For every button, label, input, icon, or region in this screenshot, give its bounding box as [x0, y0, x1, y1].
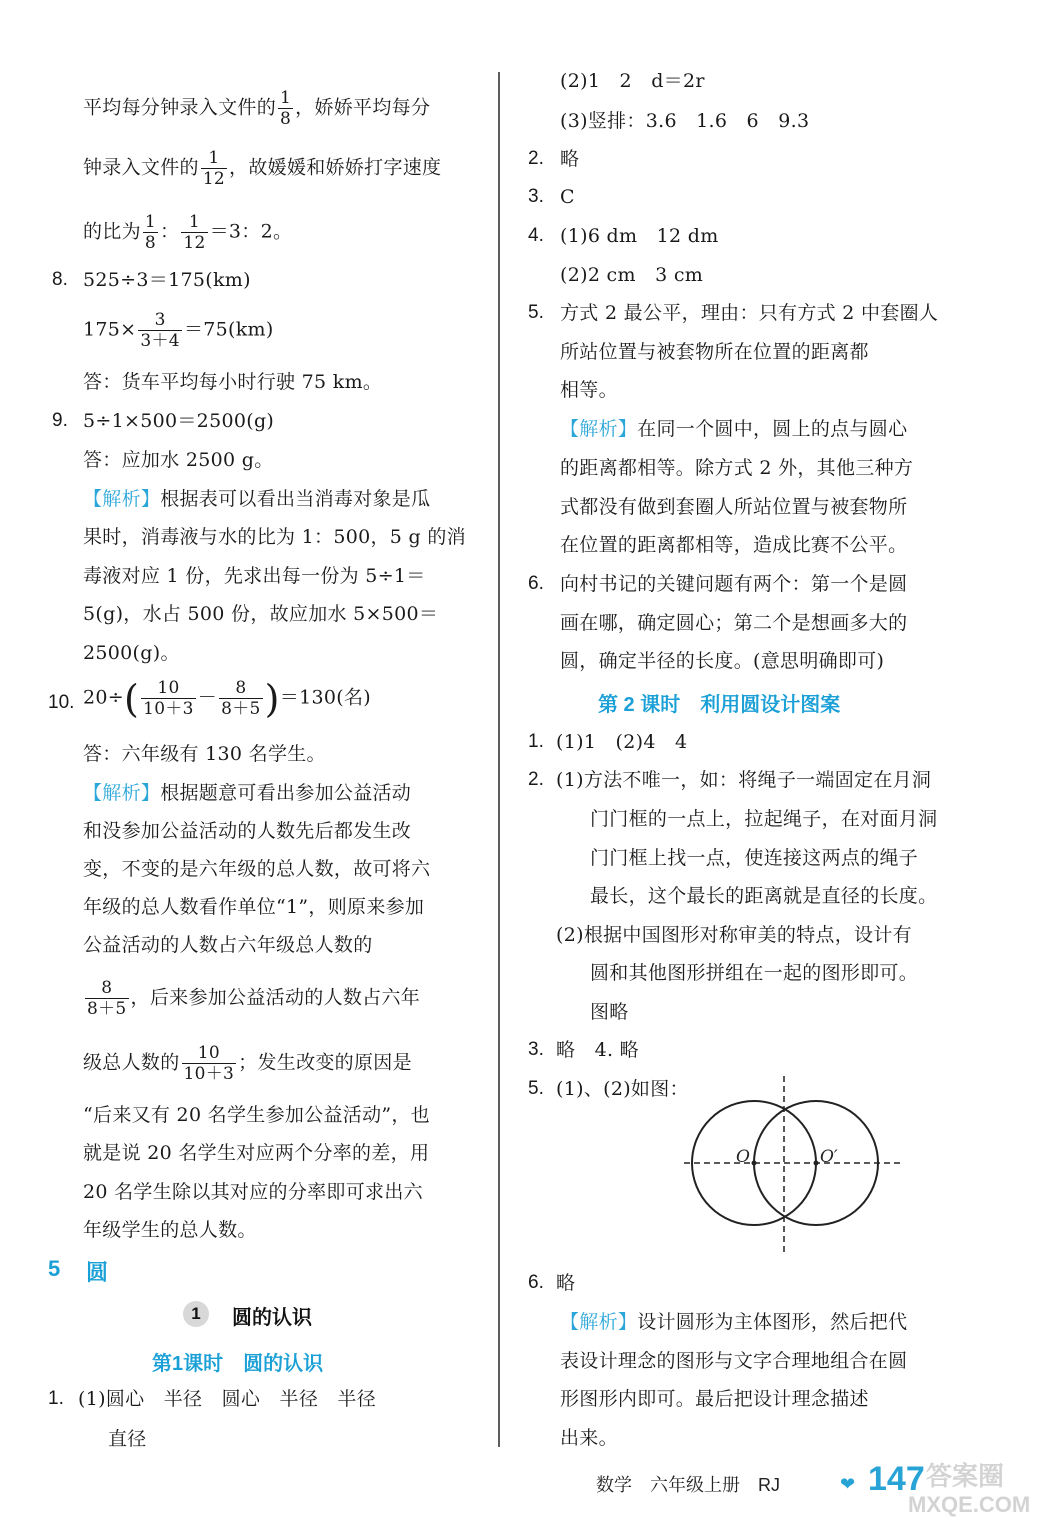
- q4-line-1: (1)6 dm 12 dm: [560, 225, 719, 247]
- p2-line-6: 圆和其他图形拼组在一起的图形即可。: [590, 962, 919, 984]
- fraction: $\frac{10}{10+3}$: [183, 1043, 235, 1084]
- lesson-title: 第1课时 圆的认识: [152, 1353, 324, 1375]
- fraction: $\frac{1}{8}$: [144, 212, 157, 253]
- q3-text: C: [560, 186, 575, 208]
- p6-text: 略: [556, 1272, 576, 1294]
- q5-line-3: 相等。: [560, 379, 618, 401]
- q10-analysis-10: 20 名学生除以其对应的分率即可求出六: [83, 1181, 423, 1203]
- center-point-o-prime: [814, 1161, 819, 1166]
- q10-answer: 答：六年级有 130 名学生。: [83, 743, 326, 765]
- footer-subject: 数学 六年级上册 RJ: [596, 1475, 780, 1495]
- question-number: 1.: [48, 1388, 64, 1409]
- p2-line-4: 最长，这个最长的距离就是直径的长度。: [590, 885, 938, 907]
- p2-line-7: 图略: [590, 1001, 629, 1023]
- fraction: $\frac{1}{12}$: [183, 212, 206, 253]
- p2-line-1: (1)方法不唯一，如：将绳子一端固定在月洞: [556, 769, 932, 791]
- p1-text: (1)1 (2)4 4: [556, 731, 688, 753]
- fraction: $\frac{1}{12}$: [202, 148, 226, 189]
- question-number: 5.: [528, 302, 544, 323]
- q5-line-2: 所站位置与被套物所在位置的距离都: [560, 341, 869, 363]
- p2-line-3: 门门框上找一点，使连接这两点的绳子: [590, 847, 919, 869]
- question-number: 2.: [528, 148, 544, 169]
- lesson-title: 第 2 课时 利用圆设计图案: [598, 694, 841, 716]
- q10-analysis-3: 变，不变的是六年级的总人数，故可将六: [83, 858, 431, 880]
- q6-line-1: 向村书记的关键问题有两个：第一个是圆: [560, 573, 908, 595]
- section-badge: 1: [183, 1301, 209, 1327]
- question-number: 8.: [52, 269, 68, 290]
- q8-line-1: 525÷3＝175(km): [83, 269, 251, 291]
- two-circles-figure: [682, 1074, 904, 1258]
- intro-line-1: 平均每分钟录入文件的 $\frac{1}{8}$ ，娇娇平均每分: [83, 88, 431, 129]
- column-divider: [498, 72, 500, 1447]
- q5-analysis-4: 在位置的距离都相等，造成比赛不公平。: [560, 534, 908, 556]
- q10-analysis-5: 公益活动的人数占六年级总人数的: [83, 934, 373, 956]
- watermark-url: MXQE.COM: [908, 1492, 1031, 1517]
- q9-analysis-4: 5(g)，水占 500 份，故应加水 5×500＝: [83, 603, 439, 625]
- fraction: $\frac{10}{10+3}$: [143, 678, 194, 719]
- q5-line-1: 方式 2 最公平，理由：只有方式 2 中套圈人: [560, 302, 939, 324]
- q6-line-2: 画在哪，确定圆心；第二个是想画多大的: [560, 612, 908, 634]
- analysis-tag: 【解析】: [83, 783, 161, 804]
- q1-line-1: (1)圆心 半径 圆心 半径 半径: [78, 1388, 377, 1410]
- q9-analysis-3: 毒液对应 1 份，先求出每一份为 5÷1＝: [83, 565, 426, 587]
- question-number: 4.: [528, 225, 544, 246]
- question-number: 3.: [528, 186, 544, 207]
- q10-analysis-9: 就是说 20 名学生对应两个分率的差，用: [83, 1142, 430, 1164]
- p6-analysis-1: 【解析】设计圆形为主体图形，然后把代: [560, 1311, 908, 1333]
- label-o: O: [736, 1147, 750, 1167]
- question-number: 9.: [52, 410, 68, 431]
- analysis-tag: 【解析】: [560, 419, 638, 440]
- p2-line-2: 门门框的一点上，拉起绳子，在对面月洞: [590, 808, 938, 830]
- intro-line-2: 钟录入文件的 $\frac{1}{12}$ ，故媛媛和娇娇打字速度: [83, 148, 442, 189]
- q9-analysis-1: 【解析】根据表可以看出当消毒对象是瓜: [83, 488, 431, 510]
- q10-analysis-6: $\frac{8}{8+5}$ ，后来参加公益活动的人数占六年: [87, 978, 421, 1019]
- fraction: $\frac{8}{8+5}$: [87, 978, 127, 1019]
- q6-line-3: 圆，确定半径的长度。(意思明确即可): [560, 650, 885, 672]
- question-number: 6.: [528, 1272, 544, 1293]
- p6-analysis-2: 表设计理念的图形与文字合理地组合在圆: [560, 1350, 908, 1372]
- q5-analysis-1: 【解析】在同一个圆中，圆上的点与圆心: [560, 418, 908, 440]
- page-number: 147: [868, 1460, 925, 1498]
- q10-equation: 20÷( $\frac{10}{10+3}$ － $\frac{8}{8+5}$ )＝130(名): [83, 676, 371, 721]
- q10-analysis-4: 年级的总人数看作单位“1”，则原来参加: [83, 896, 425, 918]
- q9-analysis-5: 2500(g)。: [83, 642, 180, 664]
- center-point-o: [752, 1161, 757, 1166]
- fraction: $\frac{3}{3+4}$: [140, 310, 180, 351]
- q9-answer: 答：应加水 2500 g。: [83, 449, 274, 471]
- q9-analysis-2: 果时，消毒液与水的比为 1：500，5 g 的消: [83, 526, 466, 548]
- analysis-tag: 【解析】: [83, 489, 161, 510]
- q10-analysis-8: “后来又有 20 名学生参加公益活动”，也: [83, 1104, 430, 1126]
- q5-analysis-2: 的距离都相等。除方式 2 外，其他三种方: [560, 457, 914, 479]
- watermark-logo: 答案圈: [926, 1461, 1005, 1491]
- question-number: 6.: [528, 573, 544, 594]
- p3-text: 略 4. 略: [556, 1039, 639, 1061]
- q4-line-2: (2)2 cm 3 cm: [560, 264, 704, 286]
- q10-analysis-1: 【解析】根据题意可看出参加公益活动: [83, 782, 412, 804]
- section-title: 圆的认识: [232, 1307, 312, 1329]
- p6-analysis-3: 形图形内即可。最后把设计理念描述: [560, 1388, 869, 1410]
- q8-line-2: 175× $\frac{3}{3+4}$ ＝75(km): [83, 310, 274, 351]
- unit-number: 5: [48, 1256, 61, 1281]
- r-line-2: (3)竖排：3.6 1.6 6 9.3: [560, 110, 810, 132]
- question-number: 10.: [48, 692, 75, 713]
- q10-analysis-11: 年级学生的总人数。: [83, 1219, 257, 1241]
- question-number: 1.: [528, 731, 544, 752]
- heart-icon: ❤: [840, 1474, 856, 1495]
- fraction: $\frac{1}{8}$: [280, 88, 292, 129]
- p5-text: (1)、(2)如图：: [556, 1078, 689, 1100]
- q8-answer: 答：货车平均每小时行驶 75 km。: [83, 371, 383, 393]
- question-number: 3.: [528, 1039, 544, 1060]
- q2-text: 略: [560, 148, 580, 170]
- p2-line-5: (2)根据中国图形对称审美的特点，设计有: [556, 924, 912, 946]
- unit-title: 圆: [86, 1260, 109, 1285]
- intro-line-3: 的比为 $\frac{1}{8}$ ： $\frac{1}{12}$ ＝3：2。: [83, 212, 293, 253]
- q10-analysis-2: 和没参加公益活动的人数先后都发生改: [83, 820, 412, 842]
- question-number: 5.: [528, 1078, 544, 1099]
- question-number: 2.: [528, 769, 544, 790]
- r-line-1: (2)1 2 d＝2r: [560, 70, 705, 92]
- q5-analysis-3: 式都没有做到套圈人所站位置与被套物所: [560, 496, 908, 518]
- fraction: $\frac{8}{8+5}$: [221, 678, 261, 719]
- q1-line-2: 直径: [108, 1428, 147, 1450]
- label-o-prime: O′: [820, 1147, 838, 1167]
- q9-line-1: 5÷1×500＝2500(g): [83, 410, 275, 432]
- analysis-tag: 【解析】: [560, 1312, 638, 1333]
- p6-analysis-4: 出来。: [560, 1427, 618, 1449]
- q10-analysis-7: 级总人数的 $\frac{10}{10+3}$ ；发生改变的原因是: [83, 1043, 412, 1084]
